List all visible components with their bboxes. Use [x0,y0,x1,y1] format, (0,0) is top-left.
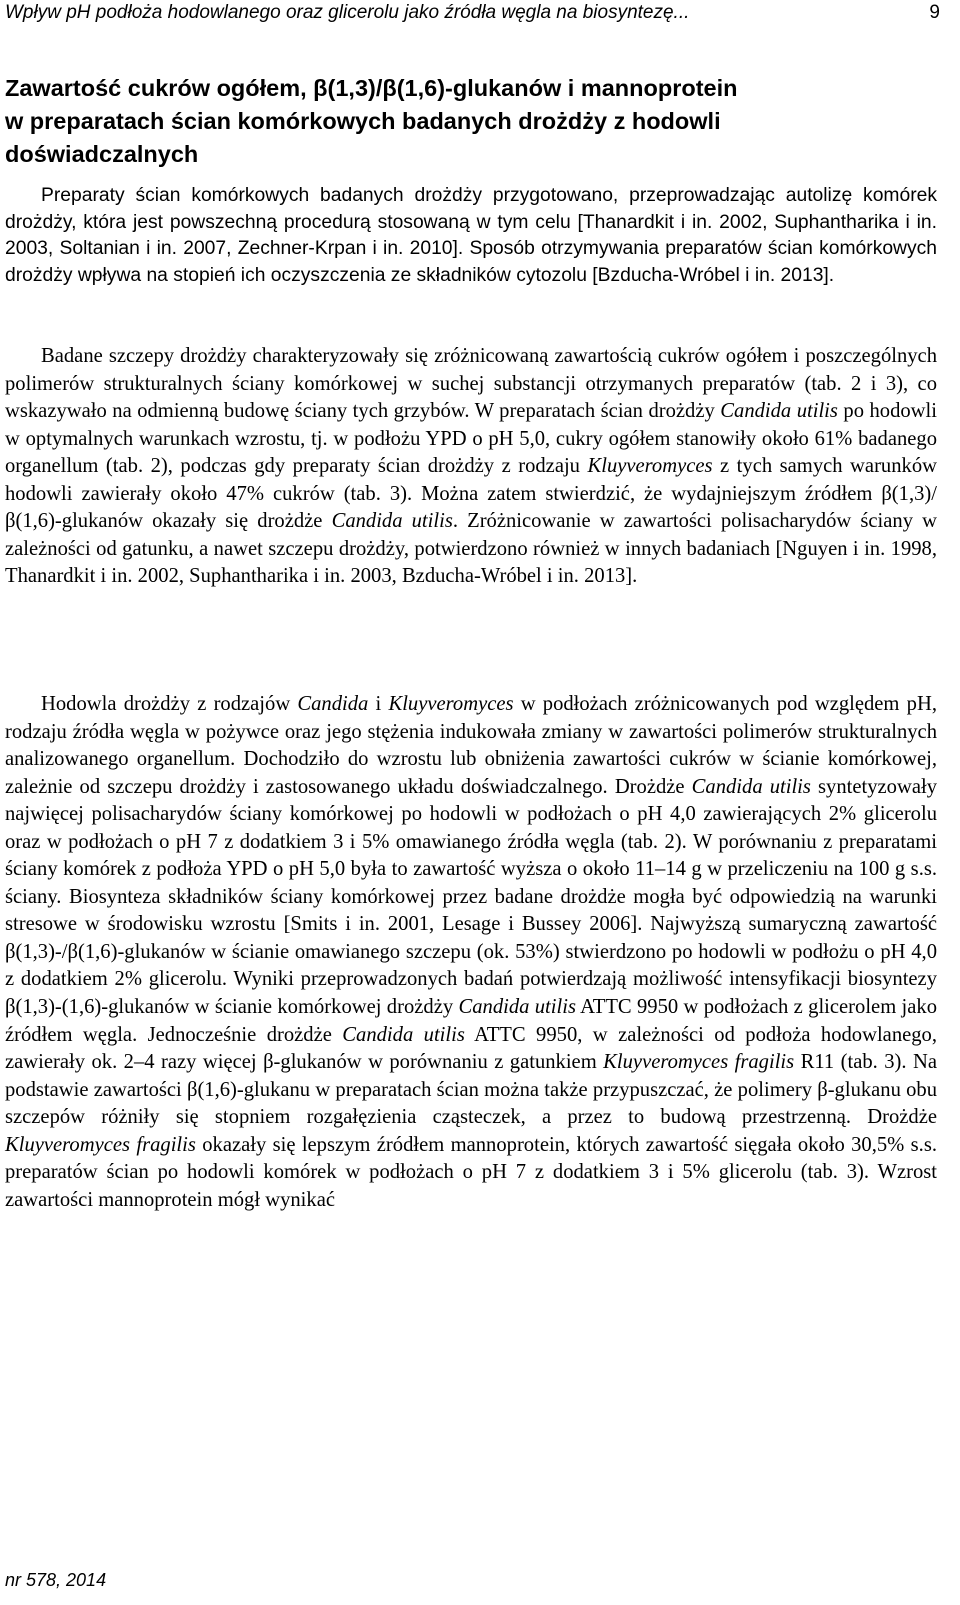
text-run: Badane szczepy drożdży charakteryzowały się zróżnicowaną zawartością cukrów ogółem i poszczególnych polimerów strukturalnych ściany komórkowej w suchej substancji otrzymanych preparatów (tab. 2 i 3), co wskazywało na odmienną budowę ściany tych grzybów. W preparatach ścian drożdży [5,345,937,423]
species-name: Candida utilis [720,400,838,423]
paragraph-3 [5,691,937,1214]
text-run: ATTC 9950 w podłożach z glicerolem jako źródłem węgla. Jednocześnie drożdże [5,996,937,1046]
text-run: . Zróżnicowanie w zawartości polisacharydów ściany w zależności od gatunku, a nawet szczepu drożdży, potwierdzono również w innych badaniach [Nguyen i in. 1998, Thanardkit i in. 2002, Suphantharika i in. 2003, Bzducha-Wróbel i in. 2013]. [5,510,937,588]
species-name: Candida utilis [342,1023,465,1046]
running-title: Wpływ pH podłoża hodowlanego oraz glicerolu jako źródła węgla na biosyntezę... [5,2,690,23]
section-heading-line: Zawartość cukrów ogółem, β(1,3)/β(1,6)-glukanów i mannoprotein [5,75,738,101]
text-run: ATTC 9950, w zależności od podłoża hodowlanego, zawierały ok. 2–4 razy więcej β-glukanów w porównaniu z gatunkiem [5,1023,937,1074]
text-run: z tych samych warunków hodowli zawierały około 47% cukrów (tab. 3). Można zatem stwierdzić, że wydajniejszym źródłem β(1,3)/β(1,6)-glukanów okazały się drożdże [5,455,937,533]
genus-name: Kluyveromyces [388,693,514,715]
species-name: Candida utilis [331,510,453,533]
genus-name: Candida [297,693,369,715]
species-name: Candida utilis [691,775,811,798]
genus-name: Kluyveromyces [587,455,713,478]
text-run: i [368,693,389,715]
text-run: w podłożach zróżnicowanych pod względem pH, rodzaju źródła węgla w pożywce oraz jego stężenia indukowała zmiany w zawartości polimerów strukturalnych analizowanego organellum. Dochodziło do wzrostu lub obniżenia zawartości cukrów w ścianie komórkowej, zależnie od szczepu drożdży i zastosowanego układu doświadczalnego. Drożdże [5,693,937,798]
paragraph-1: Preparaty ścian komórkowych badanych drożdży przygotowano, przeprowadzając autolizę komórek drożdży, która jest powszechną procedurą stosowaną w tym celu [Thanardkit i in. 2002, Suphantharika i in. 2003, Soltanian i in. 2007, Zechner-Krpan i in. 2010]. Sposób otrzymywania preparatów ścian komórkowych drożdży wpływa na stopień ich oczyszczenia ze składników cytozolu [Bzducha-Wróbel i in. 2013]. [5,185,937,286]
page-number: 9 [929,2,940,23]
section-heading-line: doświadczalnych [5,141,199,167]
paragraph-2 [5,343,937,591]
page-footer: nr 578, 2014 [5,1570,107,1590]
section-heading [5,72,905,171]
section-heading-line: w preparatach ścian komórkowych badanych drożdży z hodowli [5,108,721,134]
text-run: po hodowli w optymalnych warunkach wzrostu, tj. w podłożu YPD o pH 5,0, cukry ogółem stanowiły około 61% badanego organellum (tab. 2), podczas gdy preparaty ścian drożdży z rodzaju [5,400,937,478]
running-header [5,0,940,30]
text-run: R11 (tab. 3). Na podstawie zawartości β(1,6)-glukanu w preparatach ścian można także przypuszczać, że polimery β-glukanu obu szczepów różniły się stopniem rozgałęzienia cząsteczek, a przez to budową przestrzenną. Drożdże [5,1051,937,1129]
species-name: Kluyveromyces fragilis [5,1133,196,1156]
species-name: Candida utilis [458,996,576,1019]
text-run: Hodowla drożdży z rodzajów [41,693,298,715]
text-run: syntetyzowały najwięcej polisacharydów ściany komórkowej po hodowli w podłożach o pH 4,0 zawierających 2% glicerolu oraz w podłożach o pH 7 z dodatkiem 3 i 5% omawianego źródła węgla (tab. 2). W porównaniu z preparatami ściany komórek z podłoża YPD o pH 5,0 była to zawartość wyższa o około 11–14 g w przeliczeniu na 100 g s.s. ściany. Biosynteza składników ściany komórkowej przez badane drożdże mogła być odpowiedzią na warunki stresowe w środowisku wzrostu [Smits i in. 2001, Lesage i Bussey 2006]. Najwyższą sumaryczną zawartość β(1,3)-/β(1,6)-glukanów w ścianie omawianego szczepu (ok. 53%) stwierdzono po hodowli w podłożu o pH 4,0 z dodatkiem 2% glicerolu. Wyniki przeprowadzonych badań potwierdzają możliwość intensyfikacji biosyntezy β(1,3)-(1,6)-glukanów w ścianie komórkowej drożdży [5,775,937,1019]
text-run: okazały się lepszym źródłem mannoprotein, których zawartość sięgała około 30,5% s.s. preparatów ścian po hodowli komórek w podłożach o pH 7 z dodatkiem 3 i 5% glicerolu (tab. 3). Wzrost zawartości mannoprotein mógł wynikać [5,1133,937,1211]
species-name: Kluyveromyces fragilis [603,1051,795,1074]
